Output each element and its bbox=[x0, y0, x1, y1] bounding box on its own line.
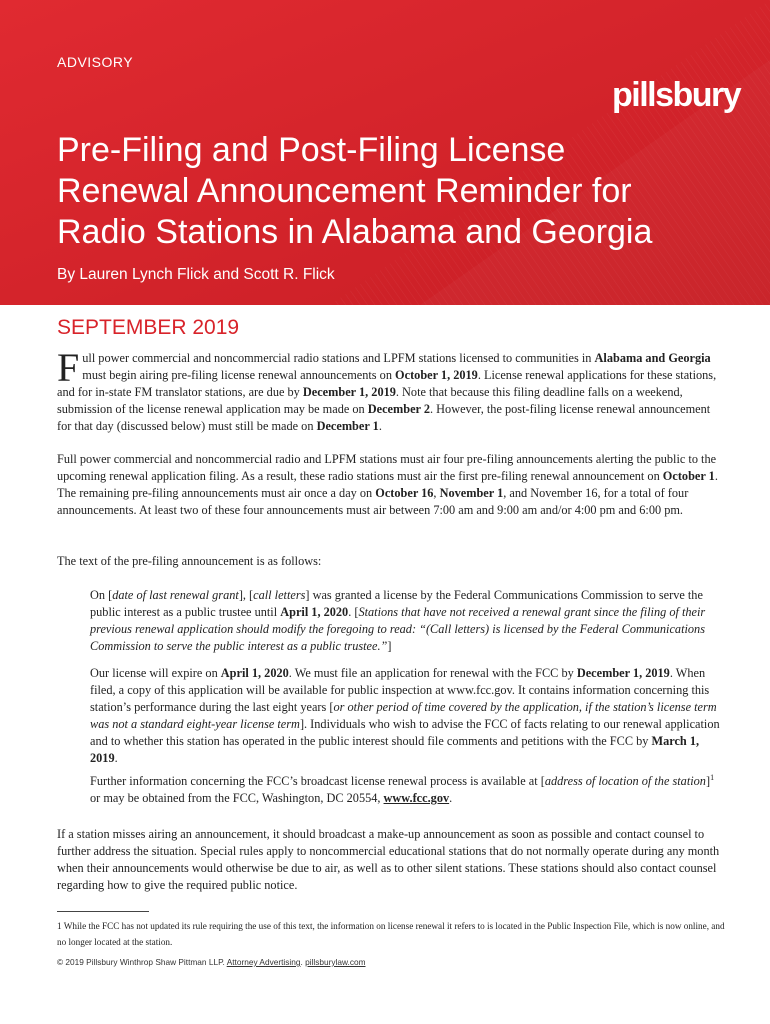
website-link[interactable]: pillsburylaw.com bbox=[305, 957, 366, 967]
fcc-link[interactable]: www.fcc.gov bbox=[383, 791, 450, 805]
text-run: Full power commercial and noncommercial radio and LPFM stations must air four pre-filing announcements alerting the public to the upcoming renewal application filing. As a result, these radio stations must air the first pre-filing renewal announcement on bbox=[57, 452, 717, 483]
text-run: . When filed, a copy of this application will be available for public inspection at www.fcc.gov. It contains information concerning this station’s performance during the last eight years [ bbox=[90, 666, 710, 714]
title-line: Radio Stations in Alabama and Georgia bbox=[57, 213, 653, 251]
text-run: ] bbox=[705, 774, 711, 788]
text-run: ], [ bbox=[238, 588, 254, 602]
text-run: . Note that because this filing deadline falls on a weekend, submission of the license renewal application may be made on bbox=[57, 385, 683, 416]
text-run: or may be obtained from the FCC, Washington, DC 20554, bbox=[90, 791, 384, 805]
text-run: . [ bbox=[348, 605, 359, 619]
text-run: . We must file an application for renewal with the FCC by bbox=[288, 666, 577, 680]
text-run: Further information concerning the FCC’s broadcast license renewal process is available at [ bbox=[90, 774, 545, 788]
text-run: ] was granted a license by the Federal Communications Commission to serve the public interest as a public trustee until bbox=[90, 588, 703, 619]
bold-run: December 1, 2019 bbox=[576, 666, 670, 680]
italic-run: Stations that have not received a renewal grant since the filing of their previous renewal application should modify the foregoing to read: “(Call letters) is licensed by the Federal Communications Commission to serve the public interest as a public trustee.” bbox=[90, 605, 706, 653]
announcement-quote-1 bbox=[90, 587, 720, 655]
text-run: ull power commercial and noncommercial radio stations and LPFM stations licensed to communities in bbox=[82, 351, 595, 365]
text-run: ] bbox=[387, 639, 392, 653]
footnote-number: 1 bbox=[57, 921, 62, 931]
paragraph-makeup: If a station misses airing an announcement, it should broadcast a make-up announcement as soon as possible and contact counsel to further address the situation. Special rules apply to noncommercial educational stations that do not normally operate during any month when their announcements would otherwise be due to air, as well as to other silent stations. These stations should also contact counsel regarding how to give the required public notice. bbox=[57, 827, 720, 892]
bold-run: April 1, 2020 bbox=[280, 605, 349, 619]
bold-run: March 1, 2019 bbox=[90, 734, 700, 765]
bold-run: December 1 bbox=[316, 419, 379, 433]
text-run: . bbox=[449, 791, 453, 805]
separator: . bbox=[300, 957, 306, 967]
bold-run: October 16 bbox=[375, 486, 434, 500]
text-run: . bbox=[378, 419, 382, 433]
text-run: , bbox=[433, 486, 440, 500]
italic-run: call letters bbox=[253, 588, 306, 602]
title-line: Renewal Announcement Reminder for bbox=[57, 172, 632, 210]
text-run: ]. Individuals who wish to advise the FCC of facts relating to our renewal application and to whether this station has operated in the public interest should file comments and petitions with the FCC by bbox=[90, 717, 720, 748]
page-footer bbox=[57, 957, 366, 967]
text-run: , and November 16, for a total of four announcements. At least two of these four announcements must air between 7:00 am and 9:00 am and/or 4:00 pm and 6:00 pm. bbox=[57, 486, 689, 517]
page-title bbox=[57, 130, 657, 253]
italic-run: date of last renewal grant bbox=[112, 588, 239, 602]
drop-cap: F bbox=[57, 345, 80, 390]
advisory-label: ADVISORY bbox=[57, 54, 134, 70]
announcement-quote-3 bbox=[90, 773, 720, 807]
footnote-divider bbox=[57, 911, 149, 912]
bold-run: December 1, 2019 bbox=[302, 385, 396, 399]
copyright-text: © 2019 Pillsbury Winthrop Shaw Pittman LLP. bbox=[57, 957, 227, 967]
header-banner bbox=[0, 0, 770, 305]
author-byline: By Lauren Lynch Flick and Scott R. Flick bbox=[57, 266, 335, 283]
bold-run: November 1 bbox=[439, 486, 504, 500]
italic-run: or other period of time covered by the application, if the station’s license term was not a standard eight-year license term bbox=[90, 700, 717, 731]
attorney-advertising-link[interactable]: Attorney Advertising bbox=[226, 957, 301, 967]
pillsbury-logo: pillsbury bbox=[612, 76, 741, 114]
title-line: Pre-Filing and Post-Filing License bbox=[57, 131, 566, 169]
footnote-ref[interactable]: 1 bbox=[710, 772, 715, 782]
bold-run: April 1, 2020 bbox=[220, 666, 289, 680]
announcement-quote-2 bbox=[90, 665, 720, 767]
publication-date: SEPTEMBER 2019 bbox=[57, 316, 240, 339]
bold-run: October 1, 2019 bbox=[395, 368, 478, 382]
paragraph-intro bbox=[57, 345, 725, 435]
italic-run: address of location of the station bbox=[544, 774, 706, 788]
bold-run: December 2 bbox=[367, 402, 431, 416]
text-run: . License renewal applications for these stations, and for in-state FM translator stations, are due by bbox=[57, 368, 717, 399]
paragraph-announcement-intro: The text of the pre-filing announcement is as follows: bbox=[57, 554, 322, 568]
footnote-text: While the FCC has not updated its rule requiring the use of this text, the information on license renewal it refers to is located in the Public Inspection File, which is now online, and no longer located at the station. bbox=[57, 921, 725, 947]
text-run: On [ bbox=[90, 588, 113, 602]
footnote bbox=[57, 918, 732, 950]
text-run: Our license will expire on bbox=[90, 666, 221, 680]
bold-run: Alabama and Georgia bbox=[594, 351, 711, 365]
text-run: . bbox=[114, 751, 118, 765]
paragraph-schedule bbox=[57, 451, 725, 519]
text-run: must begin airing pre-filing license renewal announcements on bbox=[82, 368, 396, 382]
bold-run: October 1 bbox=[662, 469, 715, 483]
text-run: . However, the post-filing license renewal announcement for that day (discussed below) must still be made on bbox=[57, 402, 711, 433]
text-run: . The remaining pre-filing announcements must air once a day on bbox=[57, 469, 718, 500]
